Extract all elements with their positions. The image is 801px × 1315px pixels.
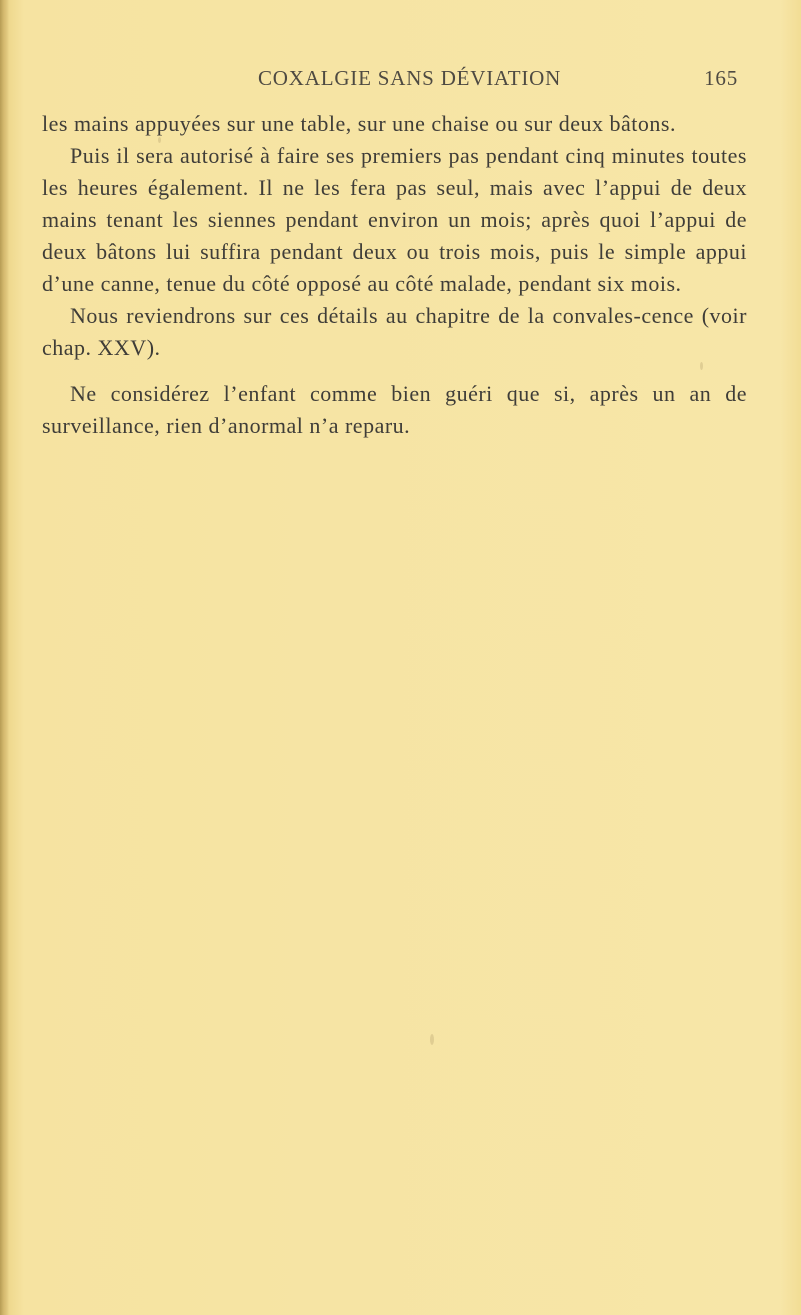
paragraph-1: les mains appuyées sur une table, sur une chaise ou sur deux bâtons. bbox=[42, 111, 676, 136]
paragraph-3: Nous reviendrons sur ces détails au chapitre de la convales-cence (voir chap. XXV). bbox=[42, 303, 747, 360]
paragraph-gap bbox=[42, 364, 747, 378]
running-title: COXALGIE SANS DÉVIATION bbox=[258, 66, 562, 90]
paper-speck bbox=[158, 137, 161, 143]
page-number: 165 bbox=[704, 66, 738, 90]
paragraph-2: Puis il sera autorisé à faire ses premiers pas pendant cinq minutes toutes les heures également. Il ne les fera pas seul, mais avec l’appui de deux mains tenant les siennes pendant environ un mois; après quoi l’appui de deux bâtons lui suffira pendant deux ou trois mois, puis le simple appui d’une canne, tenue du côté opposé au côté malade, pendant six mois. bbox=[42, 143, 747, 296]
page-header bbox=[258, 66, 738, 92]
paragraph-4: Ne considérez l’enfant comme bien guéri que si, après un an de surveillance, rien d’anormal n’a reparu. bbox=[42, 381, 747, 438]
binding-shadow bbox=[0, 0, 9, 1315]
paper-speck bbox=[430, 1034, 434, 1045]
body-text bbox=[42, 108, 747, 442]
paper-speck bbox=[700, 362, 703, 370]
